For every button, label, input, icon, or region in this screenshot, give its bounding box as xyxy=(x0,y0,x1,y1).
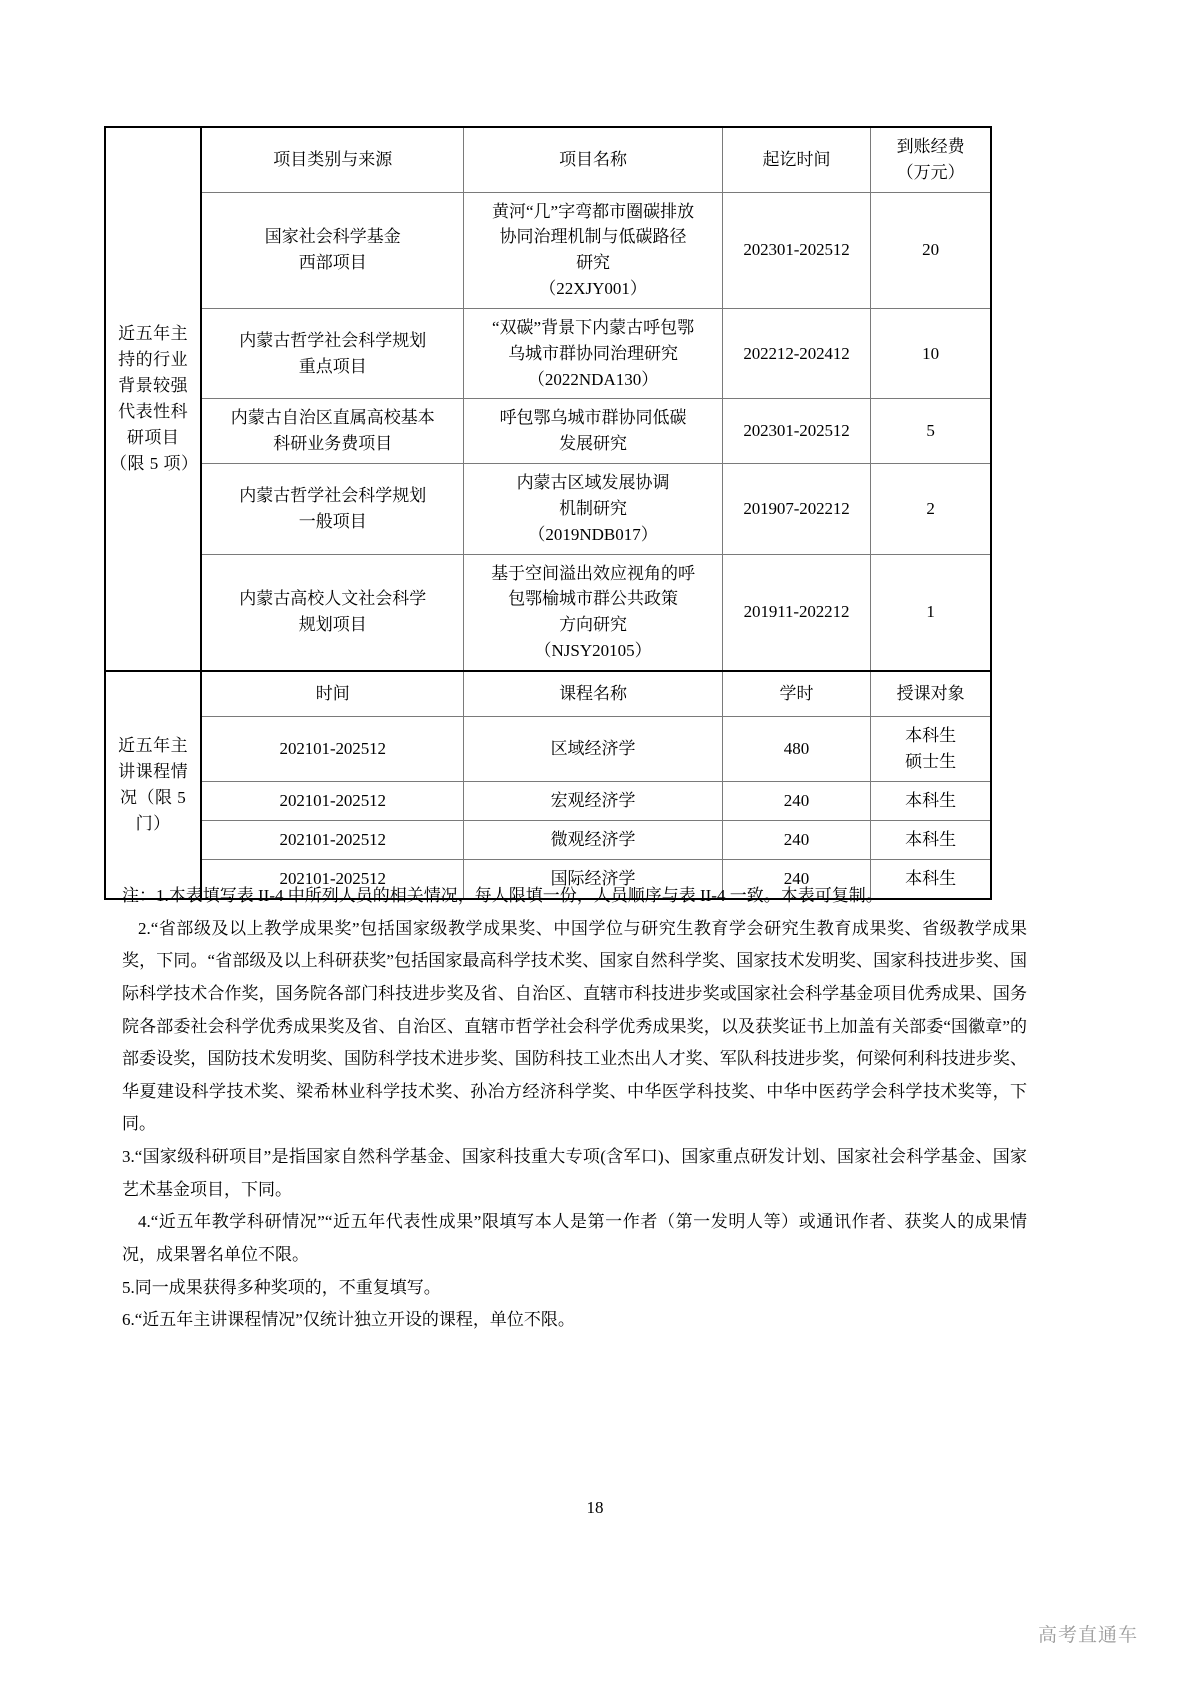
course-hours: 240 xyxy=(722,820,870,859)
courses-label-line-2: 况（限 5 xyxy=(119,787,187,807)
project-category-line: 内蒙古哲学社会科学规划 xyxy=(239,486,427,506)
project-name-line: （2019NDB017） xyxy=(528,524,658,544)
course-audience-line: 本科生 xyxy=(905,829,957,849)
project-name xyxy=(464,464,723,554)
projects-section-label xyxy=(105,127,201,671)
course-audience-line: 本科生 xyxy=(905,726,957,746)
course-time: 202101-202512 xyxy=(201,717,464,782)
project-row xyxy=(105,192,991,308)
note-item-5: 5.同一成果获得多种奖项的，不重复填写。 xyxy=(122,1277,441,1297)
course-row xyxy=(105,782,991,821)
project-name-line: “双碳”背景下内蒙古呼包鄂 xyxy=(492,317,695,337)
project-name-line: 基于空间溢出效应视角的呼 xyxy=(491,563,696,583)
course-audience-line: 硕士生 xyxy=(905,752,957,772)
course-row xyxy=(105,820,991,859)
course-audience-line: 本科生 xyxy=(905,868,957,888)
note-item-1: 注：1.本表填写表 II-4 中所列人员的相关情况，每人限填一份，人员顺序与表 II-4 一致。本表可复制。 xyxy=(122,886,883,905)
project-category xyxy=(201,554,464,671)
header-project-category: 项目类别与来源 xyxy=(201,127,464,192)
header-course-hours: 学时 xyxy=(722,671,870,717)
project-category xyxy=(201,308,464,398)
project-row xyxy=(105,399,991,464)
project-funding: 10 xyxy=(871,308,991,398)
project-category-line: 西部项目 xyxy=(298,253,367,273)
course-time: 202101-202512 xyxy=(201,782,464,821)
header-project-period: 起讫时间 xyxy=(722,127,870,192)
course-time: 202101-202512 xyxy=(201,859,464,898)
course-name: 国际经济学 xyxy=(464,859,723,898)
course-audience xyxy=(871,820,991,859)
course-name: 区域经济学 xyxy=(464,717,723,782)
courses-section-label xyxy=(105,671,201,899)
project-funding: 1 xyxy=(871,554,991,671)
project-name-line: 协同治理机制与低碳路径 xyxy=(499,227,687,247)
courses-label-line-3: 门） xyxy=(135,813,171,833)
project-funding: 2 xyxy=(871,464,991,554)
project-name-line: （NJSY20105） xyxy=(534,641,652,661)
course-audience xyxy=(871,717,991,782)
project-funding: 20 xyxy=(871,192,991,308)
header-course-time: 时间 xyxy=(201,671,464,717)
notes-section xyxy=(122,880,1027,1337)
project-category-line: 国家社会科学基金 xyxy=(264,227,401,247)
project-funding: 5 xyxy=(871,399,991,464)
course-row xyxy=(105,717,991,782)
watermark: 高考直通车 xyxy=(1037,1625,1138,1646)
project-period: 201911-202212 xyxy=(722,554,870,671)
project-period: 202301-202512 xyxy=(722,192,870,308)
project-category-line: 规划项目 xyxy=(298,615,367,635)
courses-header-row xyxy=(105,671,991,717)
project-row xyxy=(105,464,991,554)
academic-form-table xyxy=(104,126,992,900)
project-name-line: 发展研究 xyxy=(559,434,628,454)
course-hours: 240 xyxy=(722,859,870,898)
form-table-wrapper xyxy=(104,126,992,900)
project-category-line: 内蒙古自治区直属高校基本 xyxy=(230,408,435,428)
project-category-line: 重点项目 xyxy=(298,356,367,376)
projects-label-line-4: 研项目 xyxy=(126,427,180,447)
project-name-line: 黄河“几”字弯都市圈碳排放 xyxy=(492,201,695,221)
projects-label-line-0: 近五年主 xyxy=(118,324,189,344)
project-category-line: 内蒙古高校人文社会科学 xyxy=(239,589,427,609)
project-name-line: 乌城市群协同治理研究 xyxy=(508,343,679,363)
project-period: 202212-202412 xyxy=(722,308,870,398)
courses-label-line-1: 讲课程情 xyxy=(118,761,189,781)
course-hours: 480 xyxy=(722,717,870,782)
project-category xyxy=(201,192,464,308)
note-item-6: 6.“近五年主讲课程情况”仅统计独立开设的课程，单位不限。 xyxy=(122,1310,575,1330)
project-period: 202301-202512 xyxy=(722,399,870,464)
project-name-line: 呼包鄂乌城市群协同低碳 xyxy=(499,408,687,428)
course-audience xyxy=(871,782,991,821)
project-name-line: 方向研究 xyxy=(559,615,628,635)
header-funding-line2: （万元） xyxy=(896,162,965,182)
project-name xyxy=(464,554,723,671)
courses-label-line-0: 近五年主 xyxy=(118,736,189,756)
project-name-line: 包鄂榆城市群公共政策 xyxy=(508,589,679,609)
header-course-audience: 授课对象 xyxy=(871,671,991,717)
project-name-line: 内蒙古区域发展协调 xyxy=(516,473,670,493)
page-number: 18 xyxy=(586,1498,604,1517)
course-name: 宏观经济学 xyxy=(464,782,723,821)
project-name-line: （22XJY001） xyxy=(539,279,647,299)
projects-label-line-2: 背景较强 xyxy=(118,376,189,396)
course-name: 微观经济学 xyxy=(464,820,723,859)
projects-header-row xyxy=(105,127,991,192)
course-time: 202101-202512 xyxy=(201,820,464,859)
header-funding-line1: 到账经费 xyxy=(896,137,965,156)
project-period: 201907-202212 xyxy=(722,464,870,554)
projects-label-line-1: 持的行业 xyxy=(118,350,189,370)
project-name xyxy=(464,399,723,464)
note-item-2: 2.“省部级及以上教学成果奖”包括国家级教学成果奖、中国学位与研究生教育学会研究生教育成果奖、省级教学成果奖，下同。“省部级及以上科研获奖”包括国家最高科学技术奖、国家自然科学奖、国家技术发明奖、国家科技进步奖、国际科学技术合作奖，国务院各部门科技进步奖及省、自治区、直辖市科技进步奖或国家社会科学基金项目优秀成果、国务院各部委社会科学优秀成果奖及省、自治区、直辖市哲学社会科学优秀成果奖，以及获奖证书上加盖有关部委“国徽章”的部委设奖，国防技术发明奖、国防科学技术进步奖、国防科技工业杰出人才奖、军队科技进步奖，何梁何利科技进步奖、华夏建设科学技术奖、梁希林业科学技术奖、孙冶方经济科学奖、中华医学科技奖、中华中医药学会科学技术奖等，下同。 xyxy=(122,918,1027,1134)
project-category-line: 科研业务费项目 xyxy=(273,434,393,454)
project-category-line: 内蒙古哲学社会科学规划 xyxy=(239,330,427,350)
course-hours: 240 xyxy=(722,782,870,821)
project-category xyxy=(201,464,464,554)
projects-label-line-3: 代表性科 xyxy=(118,401,189,421)
project-category xyxy=(201,399,464,464)
project-name xyxy=(464,192,723,308)
note-item-4: 4.“近五年教学科研情况”“近五年代表性成果”限填写本人是第一作者（第一发明人等）或通讯作者、获奖人的成果情况，成果署名单位不限。 xyxy=(122,1212,1027,1264)
project-name-line: （2022NDA130） xyxy=(527,369,659,389)
course-audience-line: 本科生 xyxy=(905,791,957,811)
header-project-name: 项目名称 xyxy=(464,127,723,192)
header-project-funding xyxy=(871,127,991,192)
project-name-line: 机制研究 xyxy=(559,498,628,518)
note-item-3: 3.“国家级科研项目”是指国家自然科学基金、国家科技重大专项(含军口)、国家重点研发计划、国家社会科学基金、国家艺术基金项目，下同。 xyxy=(122,1147,1027,1199)
project-category-line: 一般项目 xyxy=(298,511,367,531)
header-course-name: 课程名称 xyxy=(464,671,723,717)
project-row xyxy=(105,308,991,398)
project-row xyxy=(105,554,991,671)
project-name xyxy=(464,308,723,398)
projects-label-line-5: （限 5 项） xyxy=(110,453,199,473)
project-name-line: 研究 xyxy=(576,253,611,273)
